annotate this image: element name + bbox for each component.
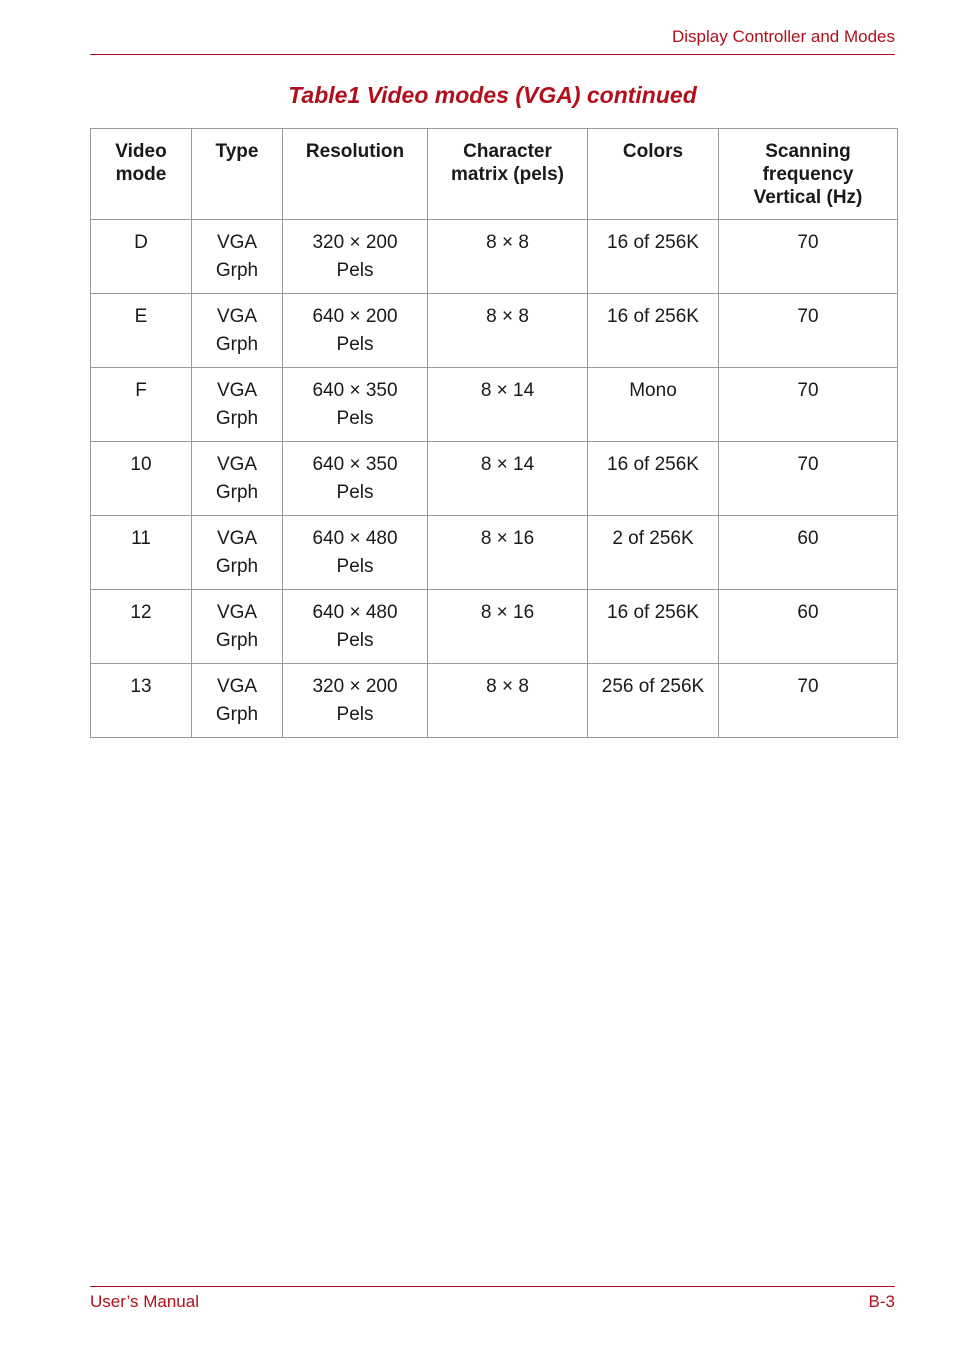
table-row [91, 442, 898, 516]
cell-scanning-frequency: 60 [719, 516, 898, 590]
cell-resolution: 640 × 480 Pels [283, 590, 428, 664]
header-row [91, 129, 898, 220]
cell-resolution: 640 × 200 Pels [283, 294, 428, 368]
cell-character-matrix: 8 × 14 [428, 442, 588, 516]
cell-resolution: 640 × 350 Pels [283, 442, 428, 516]
cell-resolution: 640 × 350 Pels [283, 368, 428, 442]
table-row [91, 220, 898, 294]
footer-page-number: B-3 [868, 1292, 895, 1311]
cell-colors: 16 of 256K [588, 294, 719, 368]
cell-resolution: 320 × 200 Pels [283, 220, 428, 294]
table-row [91, 368, 898, 442]
column-header-video-mode: Video mode [91, 129, 192, 220]
column-header-colors: Colors [588, 129, 719, 220]
footer-divider [90, 1286, 895, 1287]
cell-video-mode: F [91, 368, 192, 442]
cell-resolution: 320 × 200 Pels [283, 664, 428, 738]
cell-type: VGA Grph [192, 442, 283, 516]
cell-video-mode: 11 [91, 516, 192, 590]
cell-video-mode: 10 [91, 442, 192, 516]
header-divider [90, 54, 895, 55]
cell-colors: 2 of 256K [588, 516, 719, 590]
cell-character-matrix: 8 × 16 [428, 516, 588, 590]
cell-type: VGA Grph [192, 516, 283, 590]
cell-scanning-frequency: 70 [719, 664, 898, 738]
cell-character-matrix: 8 × 8 [428, 220, 588, 294]
cell-character-matrix: 8 × 16 [428, 590, 588, 664]
video-modes-table [90, 128, 898, 738]
column-header-scanning-frequency: Scanning frequency Vertical (Hz) [719, 129, 898, 220]
cell-character-matrix: 8 × 8 [428, 294, 588, 368]
cell-type: VGA Grph [192, 664, 283, 738]
cell-scanning-frequency: 70 [719, 294, 898, 368]
cell-resolution: 640 × 480 Pels [283, 516, 428, 590]
table-row [91, 590, 898, 664]
table-header [91, 129, 898, 220]
cell-type: VGA Grph [192, 220, 283, 294]
cell-type: VGA Grph [192, 368, 283, 442]
table-row [91, 516, 898, 590]
cell-colors: 256 of 256K [588, 664, 719, 738]
table-row [91, 294, 898, 368]
cell-colors: 16 of 256K [588, 220, 719, 294]
cell-video-mode: 13 [91, 664, 192, 738]
running-header: Display Controller and Modes [672, 27, 895, 46]
cell-video-mode: E [91, 294, 192, 368]
cell-video-mode: 12 [91, 590, 192, 664]
cell-scanning-frequency: 70 [719, 442, 898, 516]
table-caption: Table1 Video modes (VGA) continued [288, 82, 697, 108]
cell-colors: Mono [588, 368, 719, 442]
cell-colors: 16 of 256K [588, 442, 719, 516]
table-body [91, 220, 898, 738]
table-row [91, 664, 898, 738]
cell-character-matrix: 8 × 14 [428, 368, 588, 442]
column-header-resolution: Resolution [283, 129, 428, 220]
cell-type: VGA Grph [192, 294, 283, 368]
column-header-character-matrix: Character matrix (pels) [428, 129, 588, 220]
cell-video-mode: D [91, 220, 192, 294]
cell-scanning-frequency: 70 [719, 368, 898, 442]
cell-scanning-frequency: 70 [719, 220, 898, 294]
column-header-type: Type [192, 129, 283, 220]
footer-manual-name: User’s Manual [90, 1292, 199, 1311]
cell-colors: 16 of 256K [588, 590, 719, 664]
cell-scanning-frequency: 60 [719, 590, 898, 664]
cell-type: VGA Grph [192, 590, 283, 664]
cell-character-matrix: 8 × 8 [428, 664, 588, 738]
